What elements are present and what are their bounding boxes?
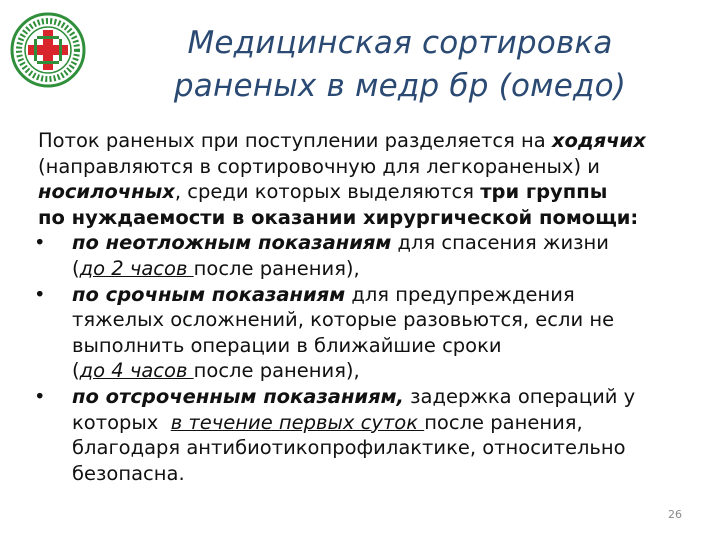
walking-wounded-term: ходячих [551, 129, 646, 152]
groups-list [34, 230, 698, 486]
bullet-icon: • [34, 384, 46, 408]
intro-paragraph: Поток раненых при поступлении разделяется на ходячих (направляются в сортировочную для легкораненых) и носилочных, среди которых выделяются три группы по нуждаемости в оказании хирургической помощи: [38, 129, 646, 229]
bullet-icon: • [34, 231, 46, 255]
list-item: • по срочным показаниям для предупреждения тяжелых осложнений, которые разовьются, если не выполнить операции в ближайшие сроки (до 4 часов после ранения), [34, 282, 615, 383]
list-item: • по отсроченным показаниям, задержка операций у которых в течение первых суток после ранения, благодаря антибиотикопрофилактике, относительно безопасна. [34, 384, 636, 485]
three-groups-term: три группы [480, 180, 608, 204]
stretcher-wounded-term: носилочных [38, 180, 175, 204]
medical-logo-icon [10, 12, 86, 88]
title-line-1: Медицинская сортировка [187, 25, 613, 61]
title-line-2: раненых в медр бр (омедо) [173, 68, 627, 104]
bullet-icon: • [34, 282, 46, 306]
slide-body [34, 128, 698, 486]
list-item: • по неотложным показаниям для спасения жизни (до 2 часов после ранения), [34, 231, 609, 280]
slide-title [100, 22, 700, 108]
page-number: 26 [668, 508, 682, 521]
